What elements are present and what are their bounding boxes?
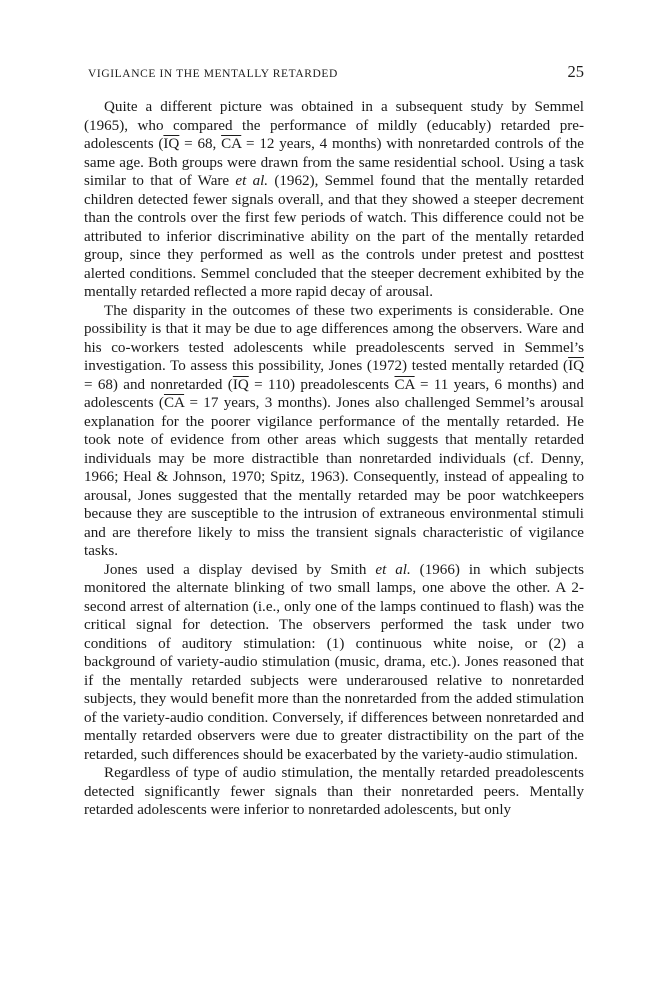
iq-symbol: $\overline{IQ}$	[232, 376, 249, 393]
text-run: = 68) and nonretarded (	[84, 376, 233, 393]
running-head	[84, 60, 584, 86]
iq-symbol: $\overline{IQ}$	[568, 358, 584, 374]
text-run: = 17 years, 3 months). Jones also challenged Semmel’s arousal explanation for the poorer vigilance performance of the mentally retarded. He took note of evidence from other areas which suggests that mentally retarded individuals may be more distractible than nonretarded individuals (cf. Denny, 1966; Heal & Johnson, 1970; Spitz, 1963). Consequently, instead of appealing to arousal, Jones suggested that the mentally retarded may be poor watchkeepers because they are susceptible to the intrusion of extraneous environmental stimuli and are therefore likely to miss the transient signals characteristic of vigilance tasks.	[84, 395, 584, 559]
text-run: Jones used a display devised by Smith	[104, 561, 376, 578]
paragraph-3	[84, 561, 584, 765]
page-number: 25	[567, 62, 584, 81]
text-run: = 12 years, 4 months) with nonretarded controls of the same age. Both groups were drawn from the same residential school. Using a task similar to that of Ware	[84, 136, 584, 189]
paragraph-2	[84, 302, 584, 561]
et-al-italic: et al.	[375, 561, 411, 578]
running-title: VIGILANCE IN THE MENTALLY RETARDED	[88, 68, 338, 80]
text-run: Quite a different picture was obtained in a subsequent study by Semmel (1965), who compared the performance of mildly (educably) retarded pre-adolescents (	[84, 99, 584, 152]
text-run: (1962), Semmel found that the mentally retarded children detected fewer signals overall, and that they showed a steeper decrement than the controls over the first few periods of watch. This difference could not be attributed to inferior discriminative ability on the part of the mentally retarded group, since they performed as well as the controls under pretest and posttest alerted conditions. Semmel concluded that the steeper decrement exhibited by the mentally retarded reflected a more rapid decay of arousal.	[84, 173, 584, 300]
text-run: = 68,	[179, 136, 222, 152]
text-run: (1966) in which subjects monitored the alternate blinking of two small lamps, one above the other. A 2-second arrest of alternation (i.e., only one of the lamps continued to flash) was the critical signal for detection. The observers performed the task under two conditions of auditory stimulation: (1) continuous white noise, or (2) a background of variety-audio stimulation (music, drama, etc.). Jones reasoned that if the mentally retarded subjects were underaroused relative to nonretarded subjects, they would benefit more than the nonretarded from the added stimulation of the variety-audio condition. Conversely, if differences between nonretarded and mentally retarded observers were due to greater distractibility on the part of the retarded, such differences should be exacerbated by the variety-audio stimulation.	[84, 561, 584, 763]
ca-symbol: $\overline{CA}$	[221, 136, 242, 152]
text-run: The disparity in the outcomes of these two experiments is considerable. One possibility is that it may be due to age differences among the observers. Ware and his co-workers tested adolescents while preadolescents served in Semmel’s investigation. To assess this possibility, Jones (1972) tested mentally retarded (	[84, 302, 584, 374]
body-text	[84, 98, 584, 820]
ca-symbol: $\overline{CA}$	[163, 395, 185, 411]
iq-symbol: $\overline{IQ}$	[163, 136, 180, 152]
book-page	[84, 60, 584, 820]
paragraph-1	[84, 98, 584, 302]
et-al-italic: et al.	[235, 173, 269, 189]
ca-symbol: $\overline{CA}$	[394, 376, 415, 393]
text-run: = 11 years, 6 months) and adolescents (	[84, 376, 585, 411]
paragraph-4	[84, 764, 584, 820]
text-run: = 110) preadolescents	[248, 376, 395, 393]
text-run: Regardless of type of audio stimulation, the mentally retarded preadolescents detected significantly fewer signals than their nonretarded peers. Mentally retarded adolescents were inferior to nonretarded adolescents, but only	[84, 765, 584, 818]
